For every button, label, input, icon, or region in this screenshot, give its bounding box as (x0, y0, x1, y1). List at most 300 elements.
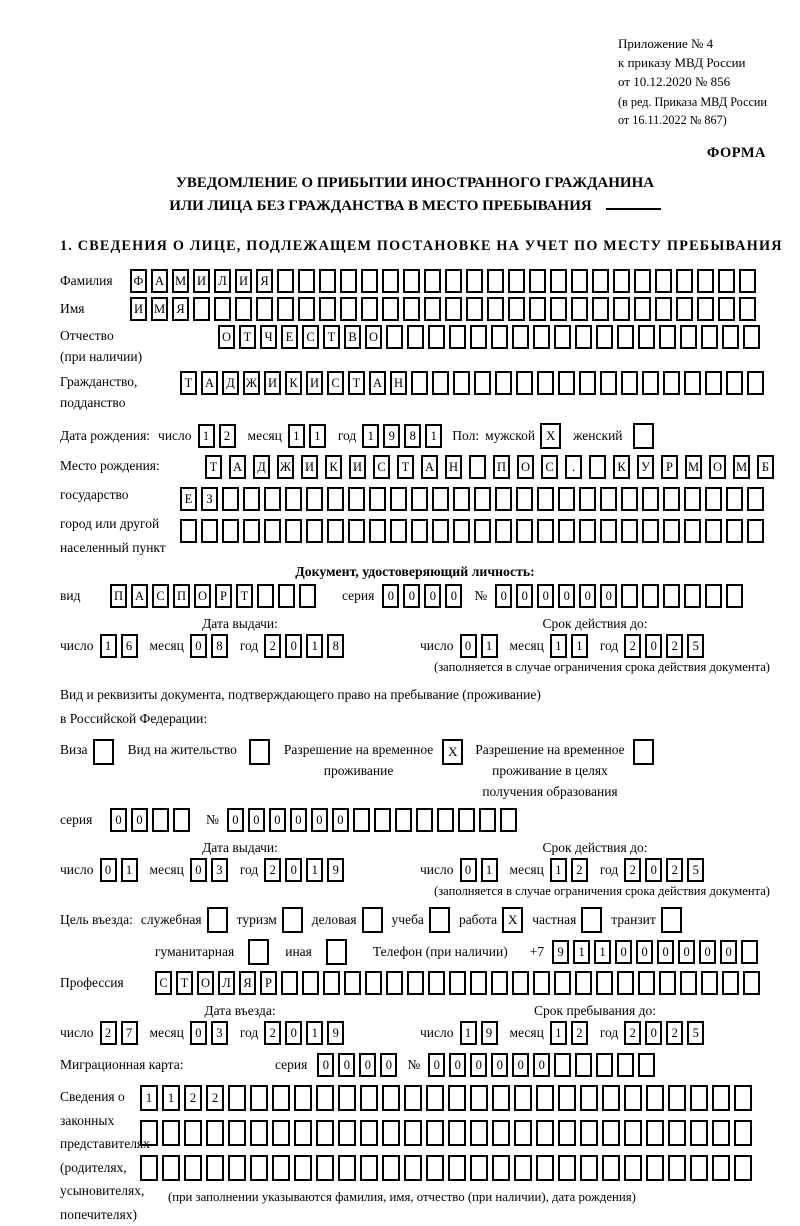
char-cell[interactable] (580, 1085, 598, 1111)
char-cell[interactable]: 0 (600, 584, 617, 608)
char-cell[interactable] (453, 519, 470, 543)
char-cell[interactable]: А (229, 455, 246, 479)
char-cell[interactable] (705, 584, 722, 608)
char-cell[interactable] (495, 371, 512, 395)
char-cell[interactable] (426, 1085, 444, 1111)
char-cell[interactable] (361, 297, 378, 321)
char-cell[interactable]: 0 (100, 858, 117, 882)
char-cell[interactable]: И (306, 371, 323, 395)
char-cell[interactable]: И (264, 371, 281, 395)
char-cell[interactable]: 0 (537, 584, 554, 608)
char-cell[interactable] (327, 519, 344, 543)
char-cell[interactable] (180, 519, 197, 543)
char-cell[interactable]: 1 (481, 634, 498, 658)
char-cell[interactable]: 0 (290, 808, 307, 832)
char-cell[interactable] (228, 1085, 246, 1111)
char-cell[interactable] (600, 371, 617, 395)
char-cell[interactable] (173, 808, 190, 832)
char-cell[interactable]: 2 (666, 858, 683, 882)
char-cell[interactable] (272, 1155, 290, 1181)
char-cell[interactable] (500, 808, 517, 832)
char-cell[interactable] (537, 487, 554, 511)
char-cell[interactable]: Я (172, 297, 189, 321)
char-cell[interactable]: 1 (306, 1021, 323, 1045)
char-cell[interactable]: У (637, 455, 654, 479)
char-cell[interactable] (491, 971, 508, 995)
char-cell[interactable] (338, 1120, 356, 1146)
char-cell[interactable] (697, 269, 714, 293)
char-cell[interactable] (676, 269, 693, 293)
char-cell[interactable] (386, 971, 403, 995)
char-cell[interactable] (659, 971, 676, 995)
char-cell[interactable]: Я (239, 971, 256, 995)
char-cell[interactable] (469, 455, 486, 479)
char-cell[interactable] (508, 269, 525, 293)
char-cell[interactable] (579, 371, 596, 395)
char-cell[interactable]: В (344, 325, 361, 349)
char-cell[interactable] (529, 297, 546, 321)
char-cell[interactable]: С (373, 455, 390, 479)
char-cell[interactable]: 1 (162, 1085, 180, 1111)
char-cell[interactable] (516, 519, 533, 543)
char-cell[interactable]: 0 (636, 940, 653, 964)
char-cell[interactable] (617, 325, 634, 349)
char-cell[interactable] (514, 1120, 532, 1146)
char-cell[interactable] (407, 325, 424, 349)
char-cell[interactable] (747, 487, 764, 511)
char-cell[interactable] (426, 1120, 444, 1146)
char-cell[interactable] (390, 519, 407, 543)
char-cell[interactable]: 0 (285, 1021, 302, 1045)
char-cell[interactable]: 2 (264, 634, 281, 658)
char-cell[interactable] (298, 269, 315, 293)
char-cell[interactable] (575, 971, 592, 995)
char-cell[interactable]: Т (236, 584, 253, 608)
char-cell[interactable] (487, 297, 504, 321)
char-cell[interactable] (642, 371, 659, 395)
char-cell[interactable]: Р (661, 455, 678, 479)
char-cell[interactable] (495, 519, 512, 543)
char-cell[interactable] (277, 297, 294, 321)
char-cell[interactable] (680, 971, 697, 995)
char-cell[interactable] (659, 325, 676, 349)
char-cell[interactable]: . (565, 455, 582, 479)
char-cell[interactable] (382, 1155, 400, 1181)
char-cell[interactable] (382, 1085, 400, 1111)
char-cell[interactable] (684, 519, 701, 543)
char-cell[interactable] (726, 584, 743, 608)
char-cell[interactable] (294, 1155, 312, 1181)
char-cell[interactable]: Т (205, 455, 222, 479)
char-cell[interactable] (580, 1120, 598, 1146)
char-cell[interactable]: 1 (550, 1021, 567, 1045)
char-cell[interactable] (411, 487, 428, 511)
char-cell[interactable]: А (131, 584, 148, 608)
char-cell[interactable] (466, 297, 483, 321)
char-cell[interactable] (360, 1085, 378, 1111)
char-cell[interactable] (550, 297, 567, 321)
char-cell[interactable] (424, 297, 441, 321)
char-cell[interactable] (285, 519, 302, 543)
char-cell[interactable]: 2 (666, 634, 683, 658)
char-cell[interactable] (646, 1155, 664, 1181)
char-cell[interactable] (734, 1085, 752, 1111)
char-cell[interactable] (428, 325, 445, 349)
char-cell[interactable]: 0 (131, 808, 148, 832)
char-cell[interactable]: 0 (445, 584, 462, 608)
char-cell[interactable]: 1 (309, 424, 326, 448)
sex-female-checkbox[interactable] (633, 423, 654, 449)
char-cell[interactable] (536, 1155, 554, 1181)
char-cell[interactable] (638, 971, 655, 995)
char-cell[interactable]: А (421, 455, 438, 479)
char-cell[interactable]: 9 (383, 424, 400, 448)
char-cell[interactable] (437, 808, 454, 832)
char-cell[interactable] (596, 1053, 613, 1077)
char-cell[interactable] (492, 1085, 510, 1111)
char-cell[interactable]: И (193, 269, 210, 293)
char-cell[interactable] (537, 371, 554, 395)
char-cell[interactable]: Ж (243, 371, 260, 395)
char-cell[interactable]: А (369, 371, 386, 395)
char-cell[interactable] (558, 519, 575, 543)
char-cell[interactable] (663, 487, 680, 511)
char-cell[interactable] (302, 971, 319, 995)
char-cell[interactable]: О (197, 971, 214, 995)
char-cell[interactable]: К (285, 371, 302, 395)
char-cell[interactable] (214, 297, 231, 321)
char-cell[interactable] (403, 297, 420, 321)
char-cell[interactable]: 3 (211, 1021, 228, 1045)
char-cell[interactable] (487, 269, 504, 293)
char-cell[interactable] (655, 269, 672, 293)
char-cell[interactable] (718, 297, 735, 321)
char-cell[interactable]: 0 (338, 1053, 355, 1077)
char-cell[interactable] (621, 487, 638, 511)
char-cell[interactable]: 2 (206, 1085, 224, 1111)
char-cell[interactable] (316, 1155, 334, 1181)
char-cell[interactable]: 0 (470, 1053, 487, 1077)
char-cell[interactable]: 0 (190, 634, 207, 658)
char-cell[interactable]: 9 (327, 858, 344, 882)
char-cell[interactable] (668, 1085, 686, 1111)
char-cell[interactable]: О (365, 325, 382, 349)
char-cell[interactable] (344, 971, 361, 995)
char-cell[interactable]: 1 (550, 858, 567, 882)
char-cell[interactable] (554, 325, 571, 349)
char-cell[interactable]: 2 (666, 1021, 683, 1045)
char-cell[interactable] (516, 487, 533, 511)
char-cell[interactable] (319, 297, 336, 321)
char-cell[interactable] (621, 519, 638, 543)
char-cell[interactable]: Л (218, 971, 235, 995)
char-cell[interactable] (533, 325, 550, 349)
char-cell[interactable] (470, 1120, 488, 1146)
char-cell[interactable] (152, 808, 169, 832)
char-cell[interactable] (663, 584, 680, 608)
char-cell[interactable]: С (155, 971, 172, 995)
char-cell[interactable] (684, 584, 701, 608)
char-cell[interactable]: Д (253, 455, 270, 479)
purpose-study-checkbox[interactable] (429, 907, 450, 933)
char-cell[interactable]: 1 (460, 1021, 477, 1045)
char-cell[interactable]: Я (256, 269, 273, 293)
char-cell[interactable] (474, 487, 491, 511)
char-cell[interactable]: 0 (579, 584, 596, 608)
char-cell[interactable] (684, 371, 701, 395)
char-cell[interactable] (257, 584, 274, 608)
char-cell[interactable] (395, 808, 412, 832)
char-cell[interactable] (432, 519, 449, 543)
char-cell[interactable] (613, 297, 630, 321)
char-cell[interactable]: О (218, 325, 235, 349)
char-cell[interactable] (558, 1155, 576, 1181)
char-cell[interactable]: Н (445, 455, 462, 479)
char-cell[interactable] (382, 1120, 400, 1146)
char-cell[interactable] (470, 971, 487, 995)
char-cell[interactable]: 9 (327, 1021, 344, 1045)
char-cell[interactable]: 1 (425, 424, 442, 448)
char-cell[interactable] (453, 371, 470, 395)
char-cell[interactable] (492, 1155, 510, 1181)
sex-male-checkbox[interactable]: X (540, 423, 561, 449)
char-cell[interactable] (701, 325, 718, 349)
char-cell[interactable] (448, 1155, 466, 1181)
char-cell[interactable]: 9 (481, 1021, 498, 1045)
char-cell[interactable]: М (172, 269, 189, 293)
char-cell[interactable]: П (173, 584, 190, 608)
char-cell[interactable]: О (709, 455, 726, 479)
char-cell[interactable] (589, 455, 606, 479)
char-cell[interactable] (634, 269, 651, 293)
char-cell[interactable] (596, 325, 613, 349)
char-cell[interactable] (512, 325, 529, 349)
char-cell[interactable] (448, 1120, 466, 1146)
char-cell[interactable]: М (151, 297, 168, 321)
char-cell[interactable]: 0 (495, 584, 512, 608)
char-cell[interactable]: 2 (184, 1085, 202, 1111)
char-cell[interactable] (690, 1085, 708, 1111)
char-cell[interactable]: С (541, 455, 558, 479)
char-cell[interactable] (184, 1120, 202, 1146)
char-cell[interactable] (327, 487, 344, 511)
char-cell[interactable] (514, 1155, 532, 1181)
char-cell[interactable] (646, 1085, 664, 1111)
char-cell[interactable] (201, 519, 218, 543)
char-cell[interactable]: 0 (269, 808, 286, 832)
char-cell[interactable] (256, 297, 273, 321)
char-cell[interactable] (382, 297, 399, 321)
char-cell[interactable] (668, 1155, 686, 1181)
char-cell[interactable] (360, 1155, 378, 1181)
char-cell[interactable] (340, 297, 357, 321)
char-cell[interactable]: 8 (404, 424, 421, 448)
char-cell[interactable] (550, 269, 567, 293)
char-cell[interactable] (536, 1085, 554, 1111)
char-cell[interactable]: С (302, 325, 319, 349)
char-cell[interactable]: К (613, 455, 630, 479)
purpose-humanitarian-checkbox[interactable] (248, 939, 269, 965)
char-cell[interactable] (361, 269, 378, 293)
char-cell[interactable] (508, 297, 525, 321)
char-cell[interactable] (624, 1085, 642, 1111)
char-cell[interactable] (537, 519, 554, 543)
char-cell[interactable]: 0 (190, 1021, 207, 1045)
char-cell[interactable] (193, 297, 210, 321)
visa-checkbox[interactable] (93, 739, 114, 765)
char-cell[interactable]: 1 (481, 858, 498, 882)
temp-residence-edu-checkbox[interactable] (633, 739, 654, 765)
char-cell[interactable]: 2 (571, 858, 588, 882)
char-cell[interactable] (250, 1085, 268, 1111)
char-cell[interactable] (747, 519, 764, 543)
char-cell[interactable]: С (327, 371, 344, 395)
char-cell[interactable]: Р (215, 584, 232, 608)
char-cell[interactable] (403, 269, 420, 293)
char-cell[interactable] (726, 371, 743, 395)
char-cell[interactable]: 0 (516, 584, 533, 608)
char-cell[interactable] (264, 487, 281, 511)
char-cell[interactable] (404, 1155, 422, 1181)
char-cell[interactable] (701, 971, 718, 995)
char-cell[interactable] (250, 1155, 268, 1181)
char-cell[interactable] (571, 297, 588, 321)
char-cell[interactable] (272, 1085, 290, 1111)
char-cell[interactable] (512, 971, 529, 995)
char-cell[interactable] (319, 269, 336, 293)
char-cell[interactable] (624, 1155, 642, 1181)
char-cell[interactable]: 0 (285, 634, 302, 658)
char-cell[interactable] (495, 487, 512, 511)
char-cell[interactable] (642, 584, 659, 608)
char-cell[interactable]: О (517, 455, 534, 479)
char-cell[interactable]: А (151, 269, 168, 293)
char-cell[interactable] (690, 1120, 708, 1146)
char-cell[interactable] (579, 519, 596, 543)
char-cell[interactable]: 2 (264, 858, 281, 882)
char-cell[interactable]: 1 (573, 940, 590, 964)
char-cell[interactable] (228, 1155, 246, 1181)
char-cell[interactable] (596, 971, 613, 995)
char-cell[interactable] (432, 371, 449, 395)
char-cell[interactable]: Ф (130, 269, 147, 293)
char-cell[interactable]: 0 (380, 1053, 397, 1077)
char-cell[interactable] (470, 325, 487, 349)
char-cell[interactable] (536, 1120, 554, 1146)
purpose-tourism-checkbox[interactable] (282, 907, 303, 933)
char-cell[interactable]: Р (260, 971, 277, 995)
char-cell[interactable]: 5 (687, 858, 704, 882)
char-cell[interactable]: 0 (615, 940, 632, 964)
char-cell[interactable] (533, 971, 550, 995)
char-cell[interactable]: 7 (121, 1021, 138, 1045)
char-cell[interactable] (162, 1120, 180, 1146)
char-cell[interactable]: Ч (260, 325, 277, 349)
char-cell[interactable] (747, 371, 764, 395)
char-cell[interactable]: 0 (285, 858, 302, 882)
char-cell[interactable] (243, 519, 260, 543)
char-cell[interactable]: 0 (533, 1053, 550, 1077)
char-cell[interactable]: Е (281, 325, 298, 349)
char-cell[interactable] (571, 269, 588, 293)
char-cell[interactable] (592, 269, 609, 293)
char-cell[interactable]: 1 (288, 424, 305, 448)
char-cell[interactable] (558, 487, 575, 511)
char-cell[interactable]: Т (348, 371, 365, 395)
char-cell[interactable] (705, 519, 722, 543)
char-cell[interactable] (206, 1120, 224, 1146)
char-cell[interactable] (479, 808, 496, 832)
char-cell[interactable] (299, 584, 316, 608)
char-cell[interactable] (338, 1155, 356, 1181)
char-cell[interactable] (474, 519, 491, 543)
char-cell[interactable] (353, 808, 370, 832)
char-cell[interactable] (492, 1120, 510, 1146)
char-cell[interactable] (140, 1155, 158, 1181)
char-cell[interactable] (680, 325, 697, 349)
char-cell[interactable]: Б (757, 455, 774, 479)
char-cell[interactable]: 0 (491, 1053, 508, 1077)
char-cell[interactable] (140, 1120, 158, 1146)
char-cell[interactable] (743, 971, 760, 995)
char-cell[interactable] (663, 371, 680, 395)
char-cell[interactable]: 0 (311, 808, 328, 832)
char-cell[interactable]: 0 (382, 584, 399, 608)
char-cell[interactable] (638, 325, 655, 349)
char-cell[interactable] (554, 1053, 571, 1077)
char-cell[interactable] (474, 371, 491, 395)
char-cell[interactable] (243, 487, 260, 511)
char-cell[interactable]: 2 (624, 858, 641, 882)
char-cell[interactable] (449, 325, 466, 349)
char-cell[interactable]: 0 (699, 940, 716, 964)
char-cell[interactable]: 0 (110, 808, 127, 832)
char-cell[interactable]: 0 (190, 858, 207, 882)
char-cell[interactable] (600, 519, 617, 543)
char-cell[interactable]: 0 (645, 1021, 662, 1045)
char-cell[interactable] (298, 297, 315, 321)
purpose-other-checkbox[interactable] (326, 939, 347, 965)
char-cell[interactable]: Т (180, 371, 197, 395)
char-cell[interactable]: 1 (550, 634, 567, 658)
char-cell[interactable] (734, 1155, 752, 1181)
char-cell[interactable] (424, 269, 441, 293)
char-cell[interactable]: К (325, 455, 342, 479)
char-cell[interactable] (642, 519, 659, 543)
char-cell[interactable] (684, 487, 701, 511)
char-cell[interactable]: 0 (317, 1053, 334, 1077)
char-cell[interactable] (365, 971, 382, 995)
char-cell[interactable] (445, 297, 462, 321)
char-cell[interactable] (554, 971, 571, 995)
char-cell[interactable] (306, 487, 323, 511)
char-cell[interactable] (445, 269, 462, 293)
char-cell[interactable] (726, 519, 743, 543)
char-cell[interactable] (369, 519, 386, 543)
char-cell[interactable]: 0 (227, 808, 244, 832)
char-cell[interactable]: М (685, 455, 702, 479)
char-cell[interactable] (386, 325, 403, 349)
char-cell[interactable]: О (194, 584, 211, 608)
char-cell[interactable] (281, 971, 298, 995)
purpose-business-checkbox[interactable] (362, 907, 383, 933)
char-cell[interactable]: 6 (121, 634, 138, 658)
char-cell[interactable]: Л (214, 269, 231, 293)
char-cell[interactable] (348, 487, 365, 511)
char-cell[interactable] (743, 325, 760, 349)
char-cell[interactable] (712, 1085, 730, 1111)
char-cell[interactable] (621, 584, 638, 608)
